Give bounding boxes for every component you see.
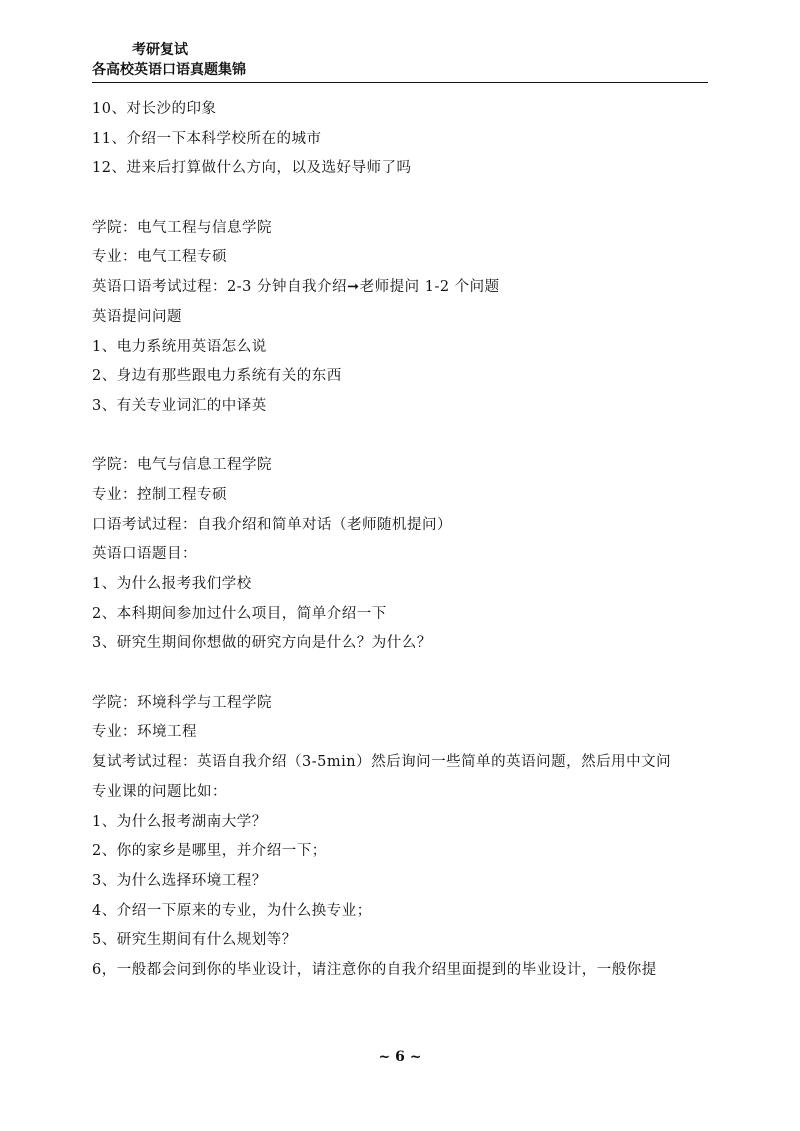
text-line: 10、对长沙的印象 [92,101,217,117]
blank-line [92,422,717,452]
question-item: 2、你的家乡是哪里，并介绍一下； [92,843,327,860]
section-questions-heading: 英语口语题目： [92,546,197,563]
section-college: 学院：电气与信息工程学院 [92,457,272,474]
section-major: 专业：环境工程 [92,724,197,741]
text-line: 12、进来后打算做什么方向，以及选好导师了吗 [92,160,412,177]
header-divider [92,82,708,83]
question-item: 3、有关专业词汇的中译英 [92,397,267,414]
document-body [92,95,717,986]
question-item: 3、研究生期间你想做的研究方向是什么？为什么？ [92,635,432,652]
question-item: 1、为什么报考我们学校 [92,576,252,592]
header-subtitle: 各高校英语口语真题集锦 [92,62,246,78]
question-item: 4、介绍一下原来的专业，为什么换专业； [92,902,372,919]
question-item: 5、研究生期间有什么规划等？ [92,932,297,949]
text-line: 11、介绍一下本科学校所在的城市 [92,130,322,147]
question-item: 3、为什么选择环境工程？ [92,872,267,889]
header-title: 考研复试 [132,42,188,58]
section-major: 专业：电气工程专硕 [92,249,227,266]
question-item: 1、为什么报考湖南大学？ [92,813,267,830]
section-questions-heading: 英语提问问题 [92,308,182,325]
page-header [92,40,708,83]
question-item: 1、电力系统用英语怎么说 [92,338,267,355]
section-process: 英语口语考试过程：2-3 分钟自我介绍➞老师提问 1-2 个问题 [92,279,500,296]
section-major: 专业：控制工程专硕 [92,486,227,503]
question-item: 2、身边有那些跟电力系统有关的东西 [92,368,342,385]
page-number: ~ 6 ~ [378,1049,422,1065]
question-item: 6，一般都会问到你的毕业设计，请注意你的自我介绍里面提到的毕业设计，一般你提 [92,961,657,978]
section-process-continued: 专业课的问题比如： [92,783,227,800]
section-process: 口语考试过程：自我介绍和简单对话（老师随机提问） [92,516,452,533]
question-item: 2、本科期间参加过什么项目，简单介绍一下 [92,605,387,622]
blank-line [92,659,717,689]
section-college: 学院：环境科学与工程学院 [92,694,272,711]
blank-line [92,184,717,214]
section-college: 学院：电气工程与信息学院 [92,219,272,236]
section-process: 复试考试过程：英语自我介绍（3-5min）然后询问一些简单的英语问题，然后用中文问 [92,754,672,771]
